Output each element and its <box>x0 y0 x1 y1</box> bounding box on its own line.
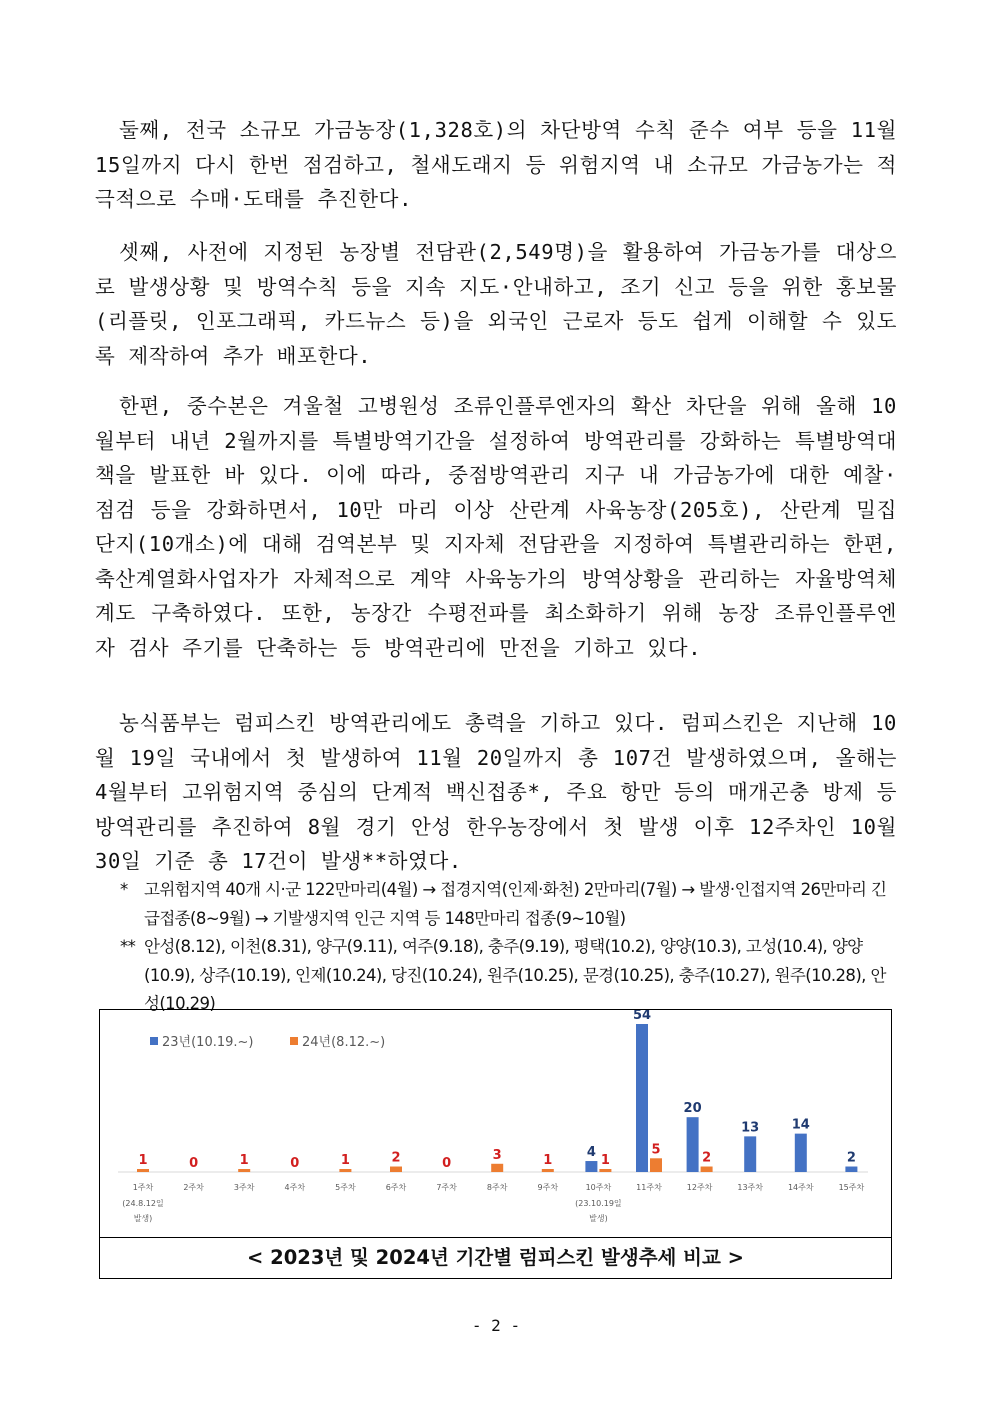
data-label: 13 <box>741 1120 760 1136</box>
data-label: 1 <box>138 1153 148 1168</box>
bar <box>137 1169 149 1172</box>
data-label: 0 <box>189 1156 199 1171</box>
footnote-outbreak-list <box>120 933 900 1019</box>
x-tick-sublabel: 발생) <box>133 1214 153 1223</box>
data-label: 20 <box>683 1101 702 1117</box>
legend-swatch <box>150 1037 158 1045</box>
bar <box>599 1169 611 1172</box>
bar <box>795 1134 807 1172</box>
bar <box>744 1136 756 1172</box>
footnote-vaccination <box>120 876 900 933</box>
x-tick-label: 9주차 <box>537 1183 559 1192</box>
data-label: 2 <box>846 1150 856 1166</box>
data-label: 2 <box>702 1150 712 1166</box>
x-tick-sublabel: (23.10.19일 <box>575 1199 622 1208</box>
legend-label: 23년(10.19.~) <box>162 1035 254 1050</box>
legend-label: 24년(8.12.~) <box>302 1035 386 1050</box>
bar <box>339 1169 351 1172</box>
lumpy-skin-bar-chart <box>100 1010 891 1237</box>
x-tick-label: 2주차 <box>183 1183 204 1192</box>
x-tick-label: 13주차 <box>737 1183 764 1192</box>
x-tick-label: 4주차 <box>284 1183 306 1192</box>
x-tick-label: 8주차 <box>486 1183 508 1192</box>
bar <box>701 1167 713 1172</box>
bar <box>636 1024 648 1172</box>
data-label: 54 <box>632 1010 652 1023</box>
data-label: 5 <box>651 1142 661 1158</box>
x-tick-label: 14주차 <box>787 1183 814 1192</box>
bar <box>390 1167 402 1172</box>
bar <box>542 1169 554 1172</box>
bar <box>585 1161 597 1172</box>
data-label: 1 <box>340 1153 350 1168</box>
paragraph-special-quarantine: 한편, 중수본은 겨울철 고병원성 조류인플루엔자의 확산 차단을 위해 올해 10월부터 내년 2월까지를 특별방역기간을 설정하여 방역관리를 강화하는 특별방역대책을 발표한 바 있다. 이에 따라, 중점방역관리 지구 내 가금농가에 대한 예찰·점검 등을 강화하면서, 10만 마리 이상 산란계 사육농장(205호), 산란계 밀집단지(10개소)에 대해 검역본부 및 지자체 전담관을 지정하여 특별관리하는 한편, 축산계열화사업자가 자체적으로 계약 사육농가의 방역상황을 관리하는 자율방역체계도 구축하였다. 또한, 농장간 수평전파를 최소화하기 위해 농장 조류인플루엔자 검사 주기를 단축하는 등 방역관리에 만전을 기하고 있다. <box>95 394 897 660</box>
x-tick-label: 5주차 <box>335 1183 356 1192</box>
data-label: 1 <box>600 1153 610 1168</box>
data-label: 3 <box>492 1147 502 1163</box>
paragraph-second-measure: 둘째, 전국 소규모 가금농장(1,328호)의 차단방역 수칙 준수 여부 등을 11월 15일까지 다시 한번 점검하고, 철새도래지 등 위험지역 내 소규모 가금농가는 적극적으로 수매·도태를 추진한다. <box>95 118 897 211</box>
data-label: 4 <box>586 1145 596 1161</box>
bar <box>687 1117 699 1172</box>
legend-swatch <box>290 1037 298 1045</box>
bar <box>491 1164 503 1172</box>
x-tick-label: 6주차 <box>385 1183 407 1192</box>
bar <box>845 1167 857 1172</box>
x-tick-label: 3주차 <box>233 1183 255 1192</box>
chart-container <box>99 1009 892 1279</box>
x-tick-label: 12주차 <box>686 1183 713 1192</box>
bar <box>238 1169 250 1172</box>
chart-caption: < 2023년 및 2024년 기간별 럼피스킨 발생추세 비교 > <box>247 1246 744 1269</box>
data-label: 0 <box>290 1156 300 1171</box>
x-tick-sublabel: (24.8.12일 <box>122 1199 164 1208</box>
x-tick-label: 15주차 <box>838 1183 865 1192</box>
page-number: - 2 - <box>471 1316 521 1335</box>
x-tick-label: 11주차 <box>636 1183 662 1192</box>
x-tick-label: 10주차 <box>585 1183 612 1192</box>
footnote-mark: ** <box>120 937 136 956</box>
bar <box>650 1158 662 1172</box>
footnote-mark: * <box>120 880 128 899</box>
data-label: 1 <box>239 1153 249 1168</box>
x-tick-sublabel: 발생) <box>589 1214 608 1223</box>
data-label: 0 <box>442 1156 452 1171</box>
x-tick-label: 1주차 <box>132 1183 154 1192</box>
x-tick-label: 7주차 <box>436 1183 457 1192</box>
footnote-text: 안성(8.12), 이천(8.31), 양구(9.11), 여주(9.18), 충주(9.19), 평택(10.2), 양양(10.3), 고성(10.4), 양양(10.9), 상주(10.19), 인제(10.24), 당진(10.24), 원주(10.25), 문경(10.25), 충주(10.27), 원주(10.28), 안성(10.29) <box>144 937 886 1013</box>
chart-area <box>100 1010 891 1238</box>
footnote-text: 고위험지역 40개 시·군 122만마리(4월) → 접경지역(인제·화천) 2만마리(7월) → 발생·인접지역 26만마리 긴급접종(8~9월) → 기발생지역 인근 지역 등 148만마리 접종(9~10월) <box>144 880 887 928</box>
data-label: 14 <box>791 1117 810 1133</box>
paragraph-third-measure: 셋째, 사전에 지정된 농장별 전담관(2,549명)을 활용하여 가금농가를 대상으로 발생상황 및 방역수칙 등을 지속 지도·안내하고, 조기 신고 등을 위한 홍보물(리플릿, 인포그래픽, 카드뉴스 등)을 외국인 근로자 등도 쉽게 이해할 수 있도록 제작하여 추가 배포한다. <box>95 240 897 368</box>
data-label: 1 <box>543 1153 553 1168</box>
paragraph-lumpy-skin: 농식품부는 럼피스킨 방역관리에도 총력을 기하고 있다. 럼피스킨은 지난해 10월 19일 국내에서 첫 발생하여 11월 20일까지 총 107건 발생하였으며, 올해는 4월부터 고위험지역 중심의 단계적 백신접종*, 주요 항만 등의 매개곤충 방제 등 방역관리를 추진하여 8월 경기 안성 한우농장에서 첫 발생 이후 12주차인 10월 30일 기준 총 17건이 발생**하였다. <box>95 711 897 873</box>
data-label: 2 <box>391 1150 401 1166</box>
